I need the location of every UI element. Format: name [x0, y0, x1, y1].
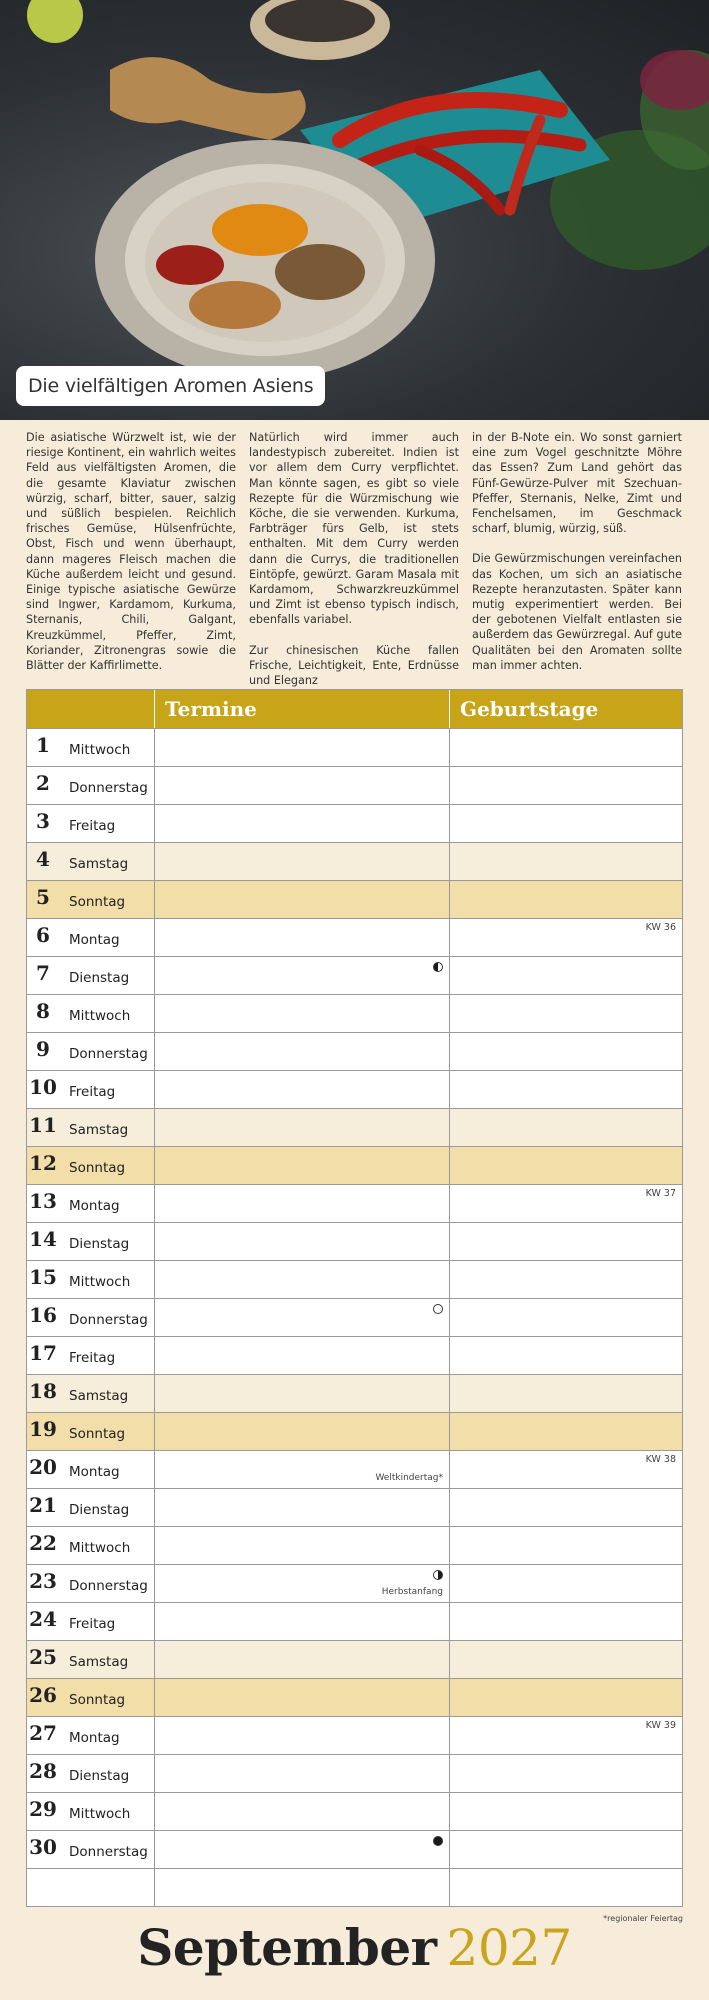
table-row — [27, 1526, 682, 1564]
table-row — [27, 1868, 682, 1906]
geburtstage-cell[interactable] — [450, 1109, 682, 1146]
day-cell — [27, 957, 155, 994]
day-cell — [27, 1869, 155, 1906]
intro-column-2 — [249, 430, 459, 703]
intro-paragraph: Die Gewürzmischungen vereinfachen das Kochen, um sich an asiatische Rezepte heranzutasten. Später kann mutig experimentiert werden. Bei der gebotenen Vielfalt entlasten sie außerdem das Gewürzregal. Auf gute Qualitäten bei den Aromaten sollte man immer achten. — [472, 552, 682, 672]
day-cell — [27, 767, 155, 804]
day-cell — [27, 843, 155, 880]
termine-cell[interactable] — [155, 805, 450, 842]
day-number: 13 — [29, 1189, 57, 1213]
day-number: 15 — [29, 1265, 57, 1289]
holiday-note: Herbstanfang — [381, 1587, 443, 1597]
geburtstage-cell[interactable] — [450, 1451, 682, 1488]
day-number: 3 — [36, 809, 50, 833]
weekday-name: Dienstag — [69, 1236, 130, 1252]
weekday-name: Dienstag — [69, 1768, 130, 1784]
table-row — [27, 880, 682, 918]
weekday-name: Dienstag — [69, 1502, 130, 1518]
termine-cell[interactable] — [155, 1717, 450, 1754]
table-row — [27, 1640, 682, 1678]
day-number: 4 — [36, 847, 50, 871]
table-row — [27, 1754, 682, 1792]
day-cell — [27, 1033, 155, 1070]
year: 2027 — [446, 1919, 572, 1977]
weekday-name: Montag — [69, 1730, 120, 1746]
weekday-name: Freitag — [69, 1350, 116, 1366]
day-number: 14 — [29, 1227, 57, 1251]
day-cell — [27, 1337, 155, 1374]
termine-cell[interactable] — [155, 1489, 450, 1526]
day-cell — [27, 1071, 155, 1108]
weekday-name: Donnerstag — [69, 1578, 148, 1594]
intro-paragraph: in der B-Note ein. Wo sonst garniert eine zum Vogel geschnitzte Möhre das Essen? Zum Land gehört das Fünf-Gewürze-Pulver mit Szechuan-Pfeffer, Sternanis, Nelke, Zimt und Fenchelsamen, im Geschmack scharf, blumig, würzig, süß. — [472, 431, 682, 536]
day-number: 17 — [29, 1341, 57, 1365]
day-cell — [27, 1641, 155, 1678]
day-cell — [27, 1527, 155, 1564]
new-moon-icon — [433, 1836, 443, 1846]
day-cell — [27, 881, 155, 918]
intro-paragraph: Zur chinesischen Küche fallen Frische, Leichtigkeit, Ente, Erdnüsse und Eleganz — [249, 643, 459, 688]
termine-cell[interactable] — [155, 1033, 450, 1070]
table-row — [27, 1830, 682, 1868]
weekday-name: Sonntag — [69, 1160, 126, 1176]
termine-cell[interactable] — [155, 1299, 450, 1336]
table-row — [27, 1450, 682, 1488]
geburtstage-cell[interactable] — [450, 767, 682, 804]
termine-cell[interactable] — [155, 1869, 450, 1906]
table-row — [27, 766, 682, 804]
intro-paragraph: Natürlich wird immer auch landestypisch zubereitet. Indien ist vor allem dem Curry verpflichtet. Man könnte sagen, es gibt so viele Rezepte für die Würzmischung wie Köche, die sie verwenden. Kurkuma, Farbträger fürs Gelb, ist stets enthalten. Mit dem Curry werden dann die Currys, die traditionellen Eintöpfe, gewürzt. Garam Masala mit Kardamom, Schwarzkreuzkümmel und Zimt ist ebenso typisch indisch, ebenfalls variabel. — [249, 431, 459, 627]
geburtstage-cell[interactable] — [450, 1261, 682, 1298]
weekday-name: Freitag — [69, 1084, 116, 1100]
weekday-name: Mittwoch — [69, 1540, 131, 1556]
day-number: 26 — [29, 1683, 57, 1707]
day-cell — [27, 1679, 155, 1716]
table-row — [27, 1602, 682, 1640]
termine-cell[interactable] — [155, 1831, 450, 1868]
geburtstage-cell[interactable] — [450, 957, 682, 994]
geburtstage-cell[interactable] — [450, 1603, 682, 1640]
full-moon-icon — [433, 1304, 443, 1314]
weekday-name: Sonntag — [69, 1692, 126, 1708]
weekday-name: Mittwoch — [69, 1008, 131, 1024]
termine-cell[interactable] — [155, 767, 450, 804]
day-number: 1 — [36, 733, 50, 757]
geburtstage-cell[interactable] — [450, 1755, 682, 1792]
day-number: 8 — [36, 999, 50, 1023]
termine-cell[interactable] — [155, 1337, 450, 1374]
table-row — [27, 1792, 682, 1830]
first-moon-icon — [433, 1570, 443, 1580]
day-number: 5 — [36, 885, 50, 909]
table-row — [27, 1412, 682, 1450]
weekday-name: Sonntag — [69, 1426, 126, 1442]
weekday-name: Dienstag — [69, 970, 130, 986]
termine-cell[interactable] — [155, 1451, 450, 1488]
geburtstage-cell[interactable] — [450, 805, 682, 842]
geburtstage-cell[interactable] — [450, 1375, 682, 1412]
weekday-name: Freitag — [69, 818, 116, 834]
termine-cell[interactable] — [155, 1793, 450, 1830]
geburtstage-cell[interactable] — [450, 919, 682, 956]
day-cell — [27, 995, 155, 1032]
header-termine: Termine — [155, 690, 450, 728]
table-row — [27, 1184, 682, 1222]
day-number: 7 — [36, 961, 50, 985]
day-cell — [27, 1375, 155, 1412]
day-cell — [27, 805, 155, 842]
geburtstage-cell[interactable] — [450, 1565, 682, 1602]
geburtstage-cell[interactable] — [450, 1223, 682, 1260]
day-cell — [27, 1489, 155, 1526]
holiday-note: Weltkindertag* — [375, 1473, 443, 1483]
day-cell — [27, 1261, 155, 1298]
geburtstage-cell[interactable] — [450, 1033, 682, 1070]
day-number: 22 — [29, 1531, 57, 1555]
spices-illustration — [0, 0, 709, 420]
intro-text — [26, 430, 684, 688]
photo-caption: Die vielfältigen Aromen Asiens — [16, 366, 325, 406]
geburtstage-cell[interactable] — [450, 1147, 682, 1184]
termine-cell[interactable] — [155, 1755, 450, 1792]
table-row — [27, 1070, 682, 1108]
geburtstage-cell[interactable] — [450, 1299, 682, 1336]
geburtstage-cell[interactable] — [450, 995, 682, 1032]
termine-cell[interactable] — [155, 995, 450, 1032]
day-cell — [27, 1109, 155, 1146]
weekday-name: Montag — [69, 932, 120, 948]
day-number: 20 — [29, 1455, 57, 1479]
month-title — [0, 1918, 709, 1977]
day-number: 18 — [29, 1379, 57, 1403]
day-number: 12 — [29, 1151, 57, 1175]
intro-column-3 — [472, 430, 682, 688]
weekday-name: Montag — [69, 1198, 120, 1214]
table-row — [27, 1260, 682, 1298]
table-row — [27, 1298, 682, 1336]
day-cell — [27, 1147, 155, 1184]
table-row — [27, 728, 682, 766]
termine-cell[interactable] — [155, 1375, 450, 1412]
table-row — [27, 956, 682, 994]
geburtstage-cell[interactable] — [450, 1527, 682, 1564]
termine-cell[interactable] — [155, 1603, 450, 1640]
table-row — [27, 1374, 682, 1412]
termine-cell[interactable] — [155, 1261, 450, 1298]
day-number: 2 — [36, 771, 50, 795]
geburtstage-cell[interactable] — [450, 1641, 682, 1678]
table-header — [27, 690, 682, 728]
month-name: September — [137, 1918, 437, 1977]
table-row — [27, 1108, 682, 1146]
geburtstage-cell[interactable] — [450, 1071, 682, 1108]
termine-cell[interactable] — [155, 1147, 450, 1184]
day-cell — [27, 919, 155, 956]
day-number: 23 — [29, 1569, 57, 1593]
intro-column-1 — [26, 430, 236, 688]
geburtstage-cell[interactable] — [450, 729, 682, 766]
weekday-name: Mittwoch — [69, 1806, 131, 1822]
weekday-name: Mittwoch — [69, 1274, 131, 1290]
termine-cell[interactable] — [155, 1071, 450, 1108]
geburtstage-cell[interactable] — [450, 1337, 682, 1374]
day-number: 19 — [29, 1417, 57, 1441]
day-cell — [27, 1451, 155, 1488]
day-number: 25 — [29, 1645, 57, 1669]
geburtstage-cell[interactable] — [450, 1869, 682, 1906]
geburtstage-cell[interactable] — [450, 1185, 682, 1222]
weekday-name: Samstag — [69, 1388, 129, 1404]
day-number: 11 — [29, 1113, 57, 1137]
header-geburtstage: Geburtstage — [460, 697, 599, 721]
day-number: 30 — [29, 1835, 57, 1859]
day-number: 24 — [29, 1607, 57, 1631]
geburtstage-cell[interactable] — [450, 1793, 682, 1830]
weekday-name: Freitag — [69, 1616, 116, 1632]
weekday-name: Samstag — [69, 1654, 129, 1670]
day-number: 9 — [36, 1037, 50, 1061]
header-day-column — [27, 690, 155, 728]
table-row — [27, 1146, 682, 1184]
termine-cell[interactable] — [155, 1527, 450, 1564]
termine-cell[interactable] — [155, 1109, 450, 1146]
table-row — [27, 1716, 682, 1754]
calendar-week: KW 36 — [645, 922, 676, 933]
geburtstage-cell[interactable] — [450, 1489, 682, 1526]
weekday-name: Mittwoch — [69, 742, 131, 758]
table-row — [27, 1488, 682, 1526]
last-moon-icon — [433, 962, 443, 972]
day-cell — [27, 1223, 155, 1260]
day-cell — [27, 1793, 155, 1830]
termine-cell[interactable] — [155, 1641, 450, 1678]
termine-cell[interactable] — [155, 729, 450, 766]
day-cell — [27, 1565, 155, 1602]
intro-paragraph: Die asiatische Würzwelt ist, wie der riesige Kontinent, ein wahrlich weites Feld aus vielfältigsten Aromen, die die gesamte Klaviatur zwischen würzig, scharf, bitter, sauer, salzig und süßlich bespielen. Reichlich frisches Gemüse, Hülsenfrüchte, Obst, Fisch und wenn überhaupt, dann mageres Fleisch machen die Küche außerdem leicht und gesund. Einige typische asiatische Gewürze sind Ingwer, Kardamom, Kurkuma, Sternanis, Chili, Galgant, Kreuzkümmel, Pfeffer, Zimt, Koriander, Zitronengras sowie die Blätter der Kaffirlimette. — [26, 431, 236, 673]
day-number: 16 — [29, 1303, 57, 1327]
geburtstage-cell[interactable] — [450, 1831, 682, 1868]
footnote: *regionaler Feiertag — [603, 1914, 683, 1923]
table-row — [27, 842, 682, 880]
table-row — [27, 1678, 682, 1716]
calendar-week: KW 39 — [645, 1720, 676, 1731]
day-number: 21 — [29, 1493, 57, 1517]
day-number: 28 — [29, 1759, 57, 1783]
weekday-name: Donnerstag — [69, 780, 148, 796]
weekday-name: Sonntag — [69, 894, 126, 910]
day-cell — [27, 1413, 155, 1450]
day-number: 27 — [29, 1721, 57, 1745]
table-row — [27, 1564, 682, 1602]
spices-photo — [0, 0, 709, 420]
day-cell — [27, 1185, 155, 1222]
geburtstage-cell[interactable] — [450, 1717, 682, 1754]
table-body — [27, 728, 682, 1906]
termine-cell[interactable] — [155, 957, 450, 994]
weekday-name: Donnerstag — [69, 1312, 148, 1328]
table-row — [27, 1336, 682, 1374]
termine-cell[interactable] — [155, 881, 450, 918]
table-row — [27, 1032, 682, 1070]
geburtstage-cell[interactable] — [450, 1679, 682, 1716]
day-number: 10 — [29, 1075, 57, 1099]
day-cell — [27, 1717, 155, 1754]
weekday-name: Montag — [69, 1464, 120, 1480]
day-cell — [27, 1831, 155, 1868]
geburtstage-cell[interactable] — [450, 1413, 682, 1450]
table-row — [27, 994, 682, 1032]
termine-cell[interactable] — [155, 919, 450, 956]
table-row — [27, 918, 682, 956]
termine-cell[interactable] — [155, 1223, 450, 1260]
termine-cell[interactable] — [155, 1413, 450, 1450]
day-number: 29 — [29, 1797, 57, 1821]
termine-cell[interactable] — [155, 843, 450, 880]
weekday-name: Samstag — [69, 856, 129, 872]
weekday-name: Samstag — [69, 1122, 129, 1138]
weekday-name: Donnerstag — [69, 1844, 148, 1860]
calendar-week: KW 37 — [645, 1188, 676, 1199]
termine-cell[interactable] — [155, 1565, 450, 1602]
table-row — [27, 1222, 682, 1260]
geburtstage-cell[interactable] — [450, 843, 682, 880]
calendar-week: KW 38 — [645, 1454, 676, 1465]
weekday-name: Donnerstag — [69, 1046, 148, 1062]
day-cell — [27, 1603, 155, 1640]
geburtstage-cell[interactable] — [450, 881, 682, 918]
day-cell — [27, 1755, 155, 1792]
table-row — [27, 804, 682, 842]
day-number: 6 — [36, 923, 50, 947]
day-cell — [27, 1299, 155, 1336]
termine-cell[interactable] — [155, 1679, 450, 1716]
day-cell — [27, 729, 155, 766]
termine-cell[interactable] — [155, 1185, 450, 1222]
calendar-table — [26, 689, 683, 1907]
